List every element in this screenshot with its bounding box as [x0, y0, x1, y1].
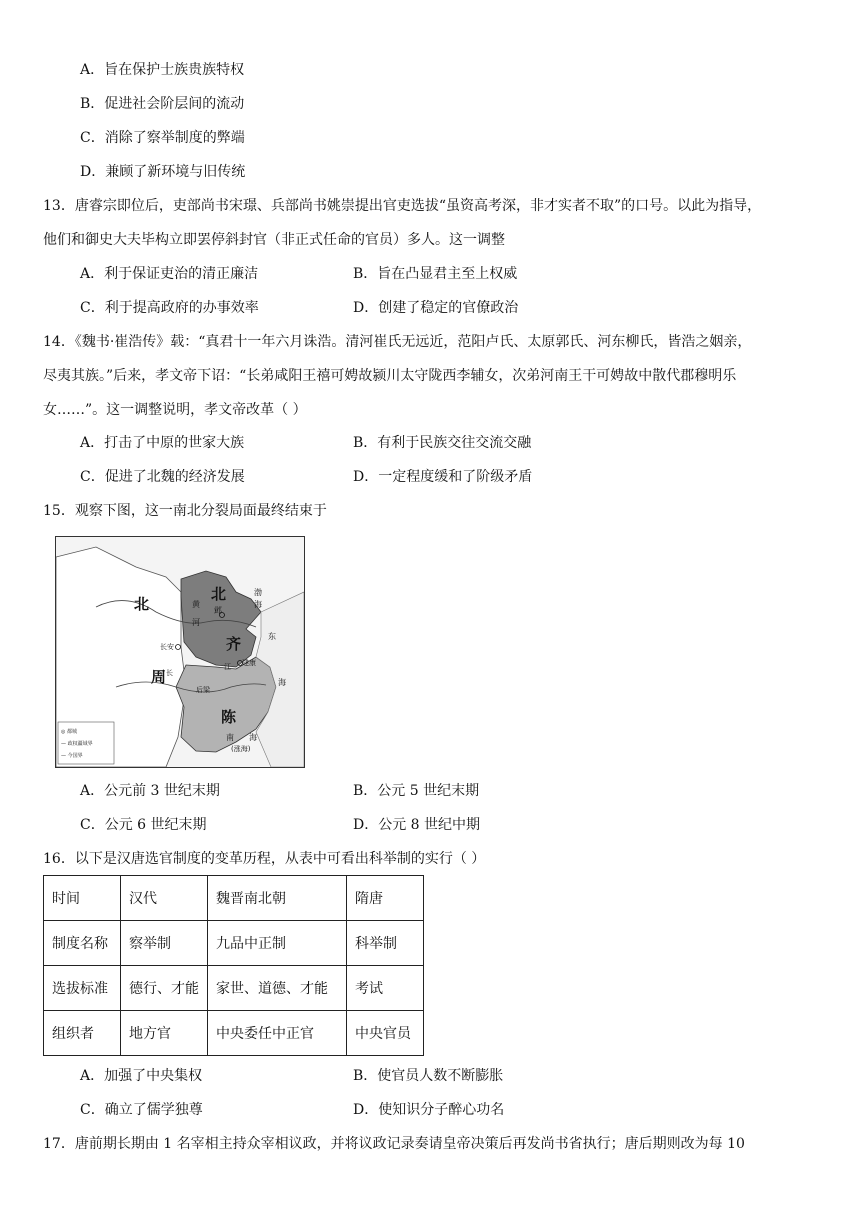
- map-legend-capital: ◎ 都城: [61, 729, 77, 735]
- q12-option-c: C．消除了察举制度的弊端: [80, 130, 245, 146]
- q13-stem-line1: 13．唐睿宗即位后，吏部尚书宋璟、兵部尚书姚崇提出官吏选拔“虽资高考深，非才实者不取”的口号。以此为指导，: [43, 198, 762, 214]
- map-label-nan: 南: [226, 733, 234, 742]
- q16-option-c: C．确立了儒学独尊: [80, 1102, 203, 1118]
- q14-stem-line3: 女……”。这一调整说明，孝文帝改革（ ）: [43, 402, 307, 418]
- q15-option-c: C．公元 6 世纪末期: [80, 817, 207, 833]
- table-cell: 中央委任中正官: [208, 1011, 347, 1056]
- q13-option-a: A．利于保证吏治的清正廉洁: [80, 266, 259, 282]
- map-label-qi: 齐: [226, 635, 242, 653]
- map-label-ye: 邺: [214, 606, 222, 615]
- q16-stem: 16．以下是汉唐选官制度的变革历程，从表中可看出科举制的实行（ ）: [43, 851, 486, 867]
- table-row: [44, 876, 424, 921]
- map-label-jiankang: 建康: [242, 659, 256, 667]
- map-label-changan: 长安: [160, 643, 174, 651]
- table-cell: 中央官员: [347, 1011, 424, 1056]
- map-label-chang: 长: [166, 669, 173, 677]
- q13-option-d: D．创建了稳定的官僚政治: [353, 300, 519, 316]
- q14-option-c: C．促进了北魏的经济发展: [80, 469, 245, 485]
- q15-stem: 15．观察下图，这一南北分裂局面最终结束于: [43, 503, 327, 519]
- table-cell: 德行、才能: [121, 966, 208, 1011]
- q15-option-b: B．公元 5 世纪末期: [353, 783, 480, 799]
- table-row: [44, 1011, 424, 1056]
- map-label-zhanghai: (涨海): [231, 745, 251, 753]
- table-row: [44, 921, 424, 966]
- map-label-hai-1: 海: [254, 600, 262, 609]
- table-cell: 察举制: [121, 921, 208, 966]
- map-label-hai-3: 海: [249, 733, 257, 742]
- map-label-hai-2: 海: [278, 678, 286, 687]
- q12-option-a: A．旨在保护士族贵族特权: [80, 62, 245, 78]
- q15-option-d: D．公元 8 世纪中期: [353, 817, 481, 833]
- map-label-dong: 东: [268, 632, 276, 641]
- map-label-he: 河: [192, 618, 200, 627]
- q14-option-d: D．一定程度缓和了阶级矛盾: [353, 469, 533, 485]
- southern-northern-dynasties-map: [55, 536, 305, 768]
- q13-option-b: B．旨在凸显君主至上权威: [353, 266, 518, 282]
- q14-stem-line2: 尽夷其族。”后来，孝文帝下诏：“长弟咸阳王禧可娉故颍川太守陇西李辅女，次弟河南王干可娉故中散代郡穆明乐: [43, 368, 737, 384]
- q16-option-a: A．加强了中央集权: [80, 1068, 203, 1084]
- table-row: [44, 966, 424, 1011]
- q12-option-b: B．促进社会阶层间的流动: [80, 96, 245, 112]
- q14-option-a: A．打击了中原的世家大族: [80, 435, 245, 451]
- q15-option-a: A．公元前 3 世纪末期: [80, 783, 220, 799]
- map-label-huang: 黄: [192, 600, 200, 609]
- table-cell: 隋唐: [347, 876, 424, 921]
- map-label-bei-2: 北: [211, 585, 227, 603]
- table-cell: 时间: [44, 876, 121, 921]
- map-legend-national-border: — 今国界: [61, 753, 83, 759]
- table-cell: 地方官: [121, 1011, 208, 1056]
- table-cell: 制度名称: [44, 921, 121, 966]
- table-cell: 组织者: [44, 1011, 121, 1056]
- map-label-bei-1: 北: [134, 595, 150, 613]
- table-cell: 汉代: [121, 876, 208, 921]
- table-cell: 选拔标准: [44, 966, 121, 1011]
- table-cell: 家世、道德、才能: [208, 966, 347, 1011]
- table-cell: 九品中正制: [208, 921, 347, 966]
- q14-option-b: B．有利于民族交往交流交融: [353, 435, 532, 451]
- table-cell: 科举制: [347, 921, 424, 966]
- map-label-bo: 渤: [254, 588, 262, 597]
- map-label-houliang: 后梁: [196, 686, 210, 694]
- q13-stem-line2: 他们和御史大夫毕构立即罢停斜封官（非正式任命的官员）多人。这一调整: [43, 232, 505, 248]
- map-legend-boundary: — 政权疆域界: [61, 741, 93, 747]
- map-label-zhou: 周: [151, 668, 167, 686]
- map-label-jiang: 江: [224, 663, 231, 671]
- q17-stem-line1: 17．唐前期长期由 1 名宰相主持众宰相议政，并将议政记录奏请皇帝决策后再发尚书省执行；唐后期则改为每 10: [43, 1136, 745, 1152]
- table-cell: 考试: [347, 966, 424, 1011]
- table-cell: 魏晋南北朝: [208, 876, 347, 921]
- selection-system-table: [43, 875, 424, 1056]
- q16-option-b: B．使官员人数不断膨胀: [353, 1068, 504, 1084]
- q14-stem-line1: 14．《魏书·崔浩传》载：“真君十一年六月诛浩。清河崔氏无远近，范阳卢氏、太原郭氏、河东柳氏，皆浩之姻亲，: [43, 334, 752, 350]
- q13-option-c: C．利于提高政府的办事效率: [80, 300, 259, 316]
- map-label-chen: 陈: [221, 708, 237, 726]
- q16-option-d: D．使知识分子醉心功名: [353, 1102, 505, 1118]
- q12-option-d: D．兼顾了新环境与旧传统: [80, 164, 246, 180]
